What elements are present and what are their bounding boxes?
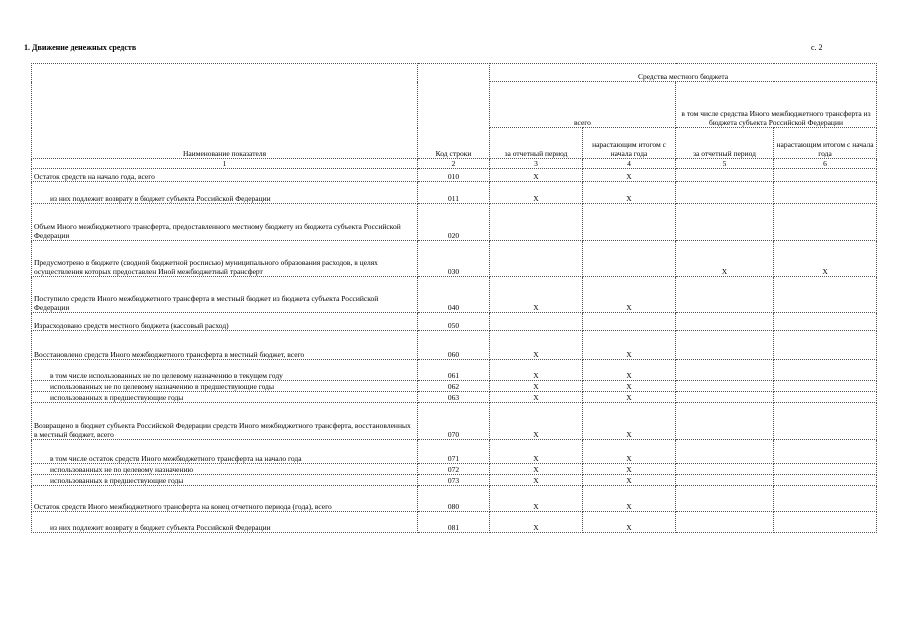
row-line-code: 030 [418,241,490,277]
table-row [32,475,877,486]
row-indicator-name: использованных в предшествующие годы [32,475,418,486]
row-line-code: 063 [418,392,490,403]
row-value-period-total: X [490,403,583,440]
row-line-code: 040 [418,277,490,313]
row-value-cumulative-total: X [583,512,676,533]
row-indicator-name: Восстановлено средств Иного межбюджетного трансферта в местный бюджет, всего [32,331,418,360]
row-line-code: 071 [418,440,490,464]
row-indicator-name: использованных не по целевому назначению [32,464,418,475]
row-line-code: 061 [418,360,490,381]
row-value-cumulative-total: X [583,331,676,360]
row-value-cumulative-transfer [774,277,877,313]
row-value-cumulative-total [583,241,676,277]
row-value-period-transfer [676,204,774,241]
header-period-2: за отчетный период [676,128,774,159]
row-value-period-transfer [676,331,774,360]
row-value-cumulative-total: X [583,440,676,464]
row-value-cumulative-transfer [774,403,877,440]
header-indicator-name: Наименование показателя [32,64,418,159]
row-value-cumulative-transfer [774,331,877,360]
row-value-cumulative-transfer [774,486,877,512]
row-line-code: 080 [418,486,490,512]
row-value-cumulative-total [583,204,676,241]
row-value-cumulative-transfer [774,392,877,403]
row-line-code: 020 [418,204,490,241]
table-row [32,182,877,204]
table-row [32,440,877,464]
row-value-period-transfer [676,313,774,331]
row-indicator-name: Остаток средств Иного межбюджетного трансферта на конец отчетного периода (года), всего [32,486,418,512]
row-value-period-total: X [490,381,583,392]
row-value-cumulative-total: X [583,182,676,204]
row-value-period-total: X [490,512,583,533]
column-number-row [32,159,877,169]
row-indicator-name: Предусмотрено в бюджете (сводной бюджетной росписью) муниципального образования расходов, в целях осуществления которых предоставлен Иной межбюджетный трансферт [32,241,418,277]
row-indicator-name: Объем Иного межбюджетного трансферта, предоставленного местному бюджету из бюджета субъекта Российской Федерации [32,204,418,241]
table-row [32,313,877,331]
row-value-period-total: X [490,475,583,486]
table-row [32,464,877,475]
row-value-cumulative-total: X [583,169,676,182]
header-local-budget: Средства местного бюджета [490,64,877,82]
header-period-1: за отчетный период [490,128,583,159]
row-value-period-transfer [676,440,774,464]
row-value-period-total: X [490,169,583,182]
row-value-cumulative-transfer [774,313,877,331]
row-value-period-total [490,204,583,241]
column-number: 6 [774,159,877,169]
table-row [32,204,877,241]
header-line-code: Код строки [418,64,490,159]
table-body [32,169,877,533]
row-value-period-transfer [676,403,774,440]
column-number: 3 [490,159,583,169]
row-value-period-transfer [676,392,774,403]
table-row [32,331,877,360]
row-value-cumulative-total: X [583,403,676,440]
table-row [32,169,877,182]
row-value-cumulative-transfer [774,464,877,475]
table-row [32,512,877,533]
row-value-cumulative-transfer [774,204,877,241]
row-value-period-transfer [676,277,774,313]
row-indicator-name: использованных в предшествующие годы [32,392,418,403]
row-value-period-transfer [676,381,774,392]
row-value-period-total: X [490,331,583,360]
row-line-code: 072 [418,464,490,475]
row-line-code: 010 [418,169,490,182]
row-indicator-name: в том числе использованных не по целевому назначению в текущем году [32,360,418,381]
header-total: всего [490,82,676,128]
column-number: 5 [676,159,774,169]
row-line-code: 073 [418,475,490,486]
row-indicator-name: использованных не по целевому назначению в предшествующие годы [32,381,418,392]
row-line-code: 060 [418,331,490,360]
row-value-cumulative-transfer [774,182,877,204]
row-value-cumulative-transfer [774,475,877,486]
row-line-code: 050 [418,313,490,331]
row-line-code: 011 [418,182,490,204]
row-value-period-total: X [490,360,583,381]
row-value-cumulative-transfer [774,169,877,182]
row-value-period-total: X [490,440,583,464]
row-value-cumulative-total: X [583,392,676,403]
row-line-code: 070 [418,403,490,440]
row-value-cumulative-transfer [774,360,877,381]
table-row [32,486,877,512]
row-value-cumulative-total: X [583,277,676,313]
row-indicator-name: в том числе остаток средств Иного межбюджетного трансферта на начало года [32,440,418,464]
row-value-cumulative-total: X [583,475,676,486]
row-value-cumulative-total: X [583,464,676,475]
row-value-period-transfer: X [676,241,774,277]
section-title: 1. Движение денежных средств [24,43,137,52]
table-row [32,403,877,440]
row-value-cumulative-transfer [774,381,877,392]
header-including-transfer: в том числе средства Иного межбюджетного трансферта из бюджета субъекта Российской Федерации [676,82,877,128]
row-value-period-total: X [490,464,583,475]
row-value-period-total: X [490,182,583,204]
row-value-cumulative-transfer: X [774,241,877,277]
row-value-cumulative-total: X [583,381,676,392]
row-indicator-name: Остаток средств на начало года, всего [32,169,418,182]
row-value-cumulative-total [583,313,676,331]
row-indicator-name: из них подлежит возврату в бюджет субъекта Российской Федерации [32,182,418,204]
row-value-period-transfer [676,475,774,486]
row-value-cumulative-total: X [583,486,676,512]
row-value-period-total [490,241,583,277]
row-value-period-transfer [676,182,774,204]
row-value-period-total: X [490,486,583,512]
table-row [32,277,877,313]
row-value-period-transfer [676,512,774,533]
header-cumulative-1: нарастающим итогом с начала года [583,128,676,159]
table-row [32,392,877,403]
row-value-period-transfer [676,360,774,381]
cash-flow-table [31,63,877,533]
row-indicator-name: Израсходовано средств местного бюджета (кассовый расход) [32,313,418,331]
row-value-cumulative-total: X [583,360,676,381]
column-number: 4 [583,159,676,169]
row-value-period-transfer [676,464,774,475]
table-row [32,360,877,381]
header-cumulative-2: нарастающим итогом с начала года [774,128,877,159]
row-indicator-name: из них подлежит возврату в бюджет субъекта Российской Федерации [32,512,418,533]
row-line-code: 062 [418,381,490,392]
row-value-cumulative-transfer [774,440,877,464]
row-line-code: 081 [418,512,490,533]
table-row [32,381,877,392]
row-value-period-total: X [490,277,583,313]
column-number: 2 [418,159,490,169]
row-value-period-transfer [676,169,774,182]
table-row [32,241,877,277]
row-value-period-total [490,313,583,331]
row-indicator-name: Возвращено в бюджет субъекта Российской Федерации средств Иного межбюджетного трансферта, восстановленных в местный бюджет, всего [32,403,418,440]
row-value-period-total: X [490,392,583,403]
row-indicator-name: Поступило средств Иного межбюджетного трансферта в местный бюджет из бюджета субъекта Российской Федерации [32,277,418,313]
column-number: 1 [32,159,418,169]
row-value-period-transfer [676,486,774,512]
page-number: с. 2 [811,43,823,52]
row-value-cumulative-transfer [774,512,877,533]
